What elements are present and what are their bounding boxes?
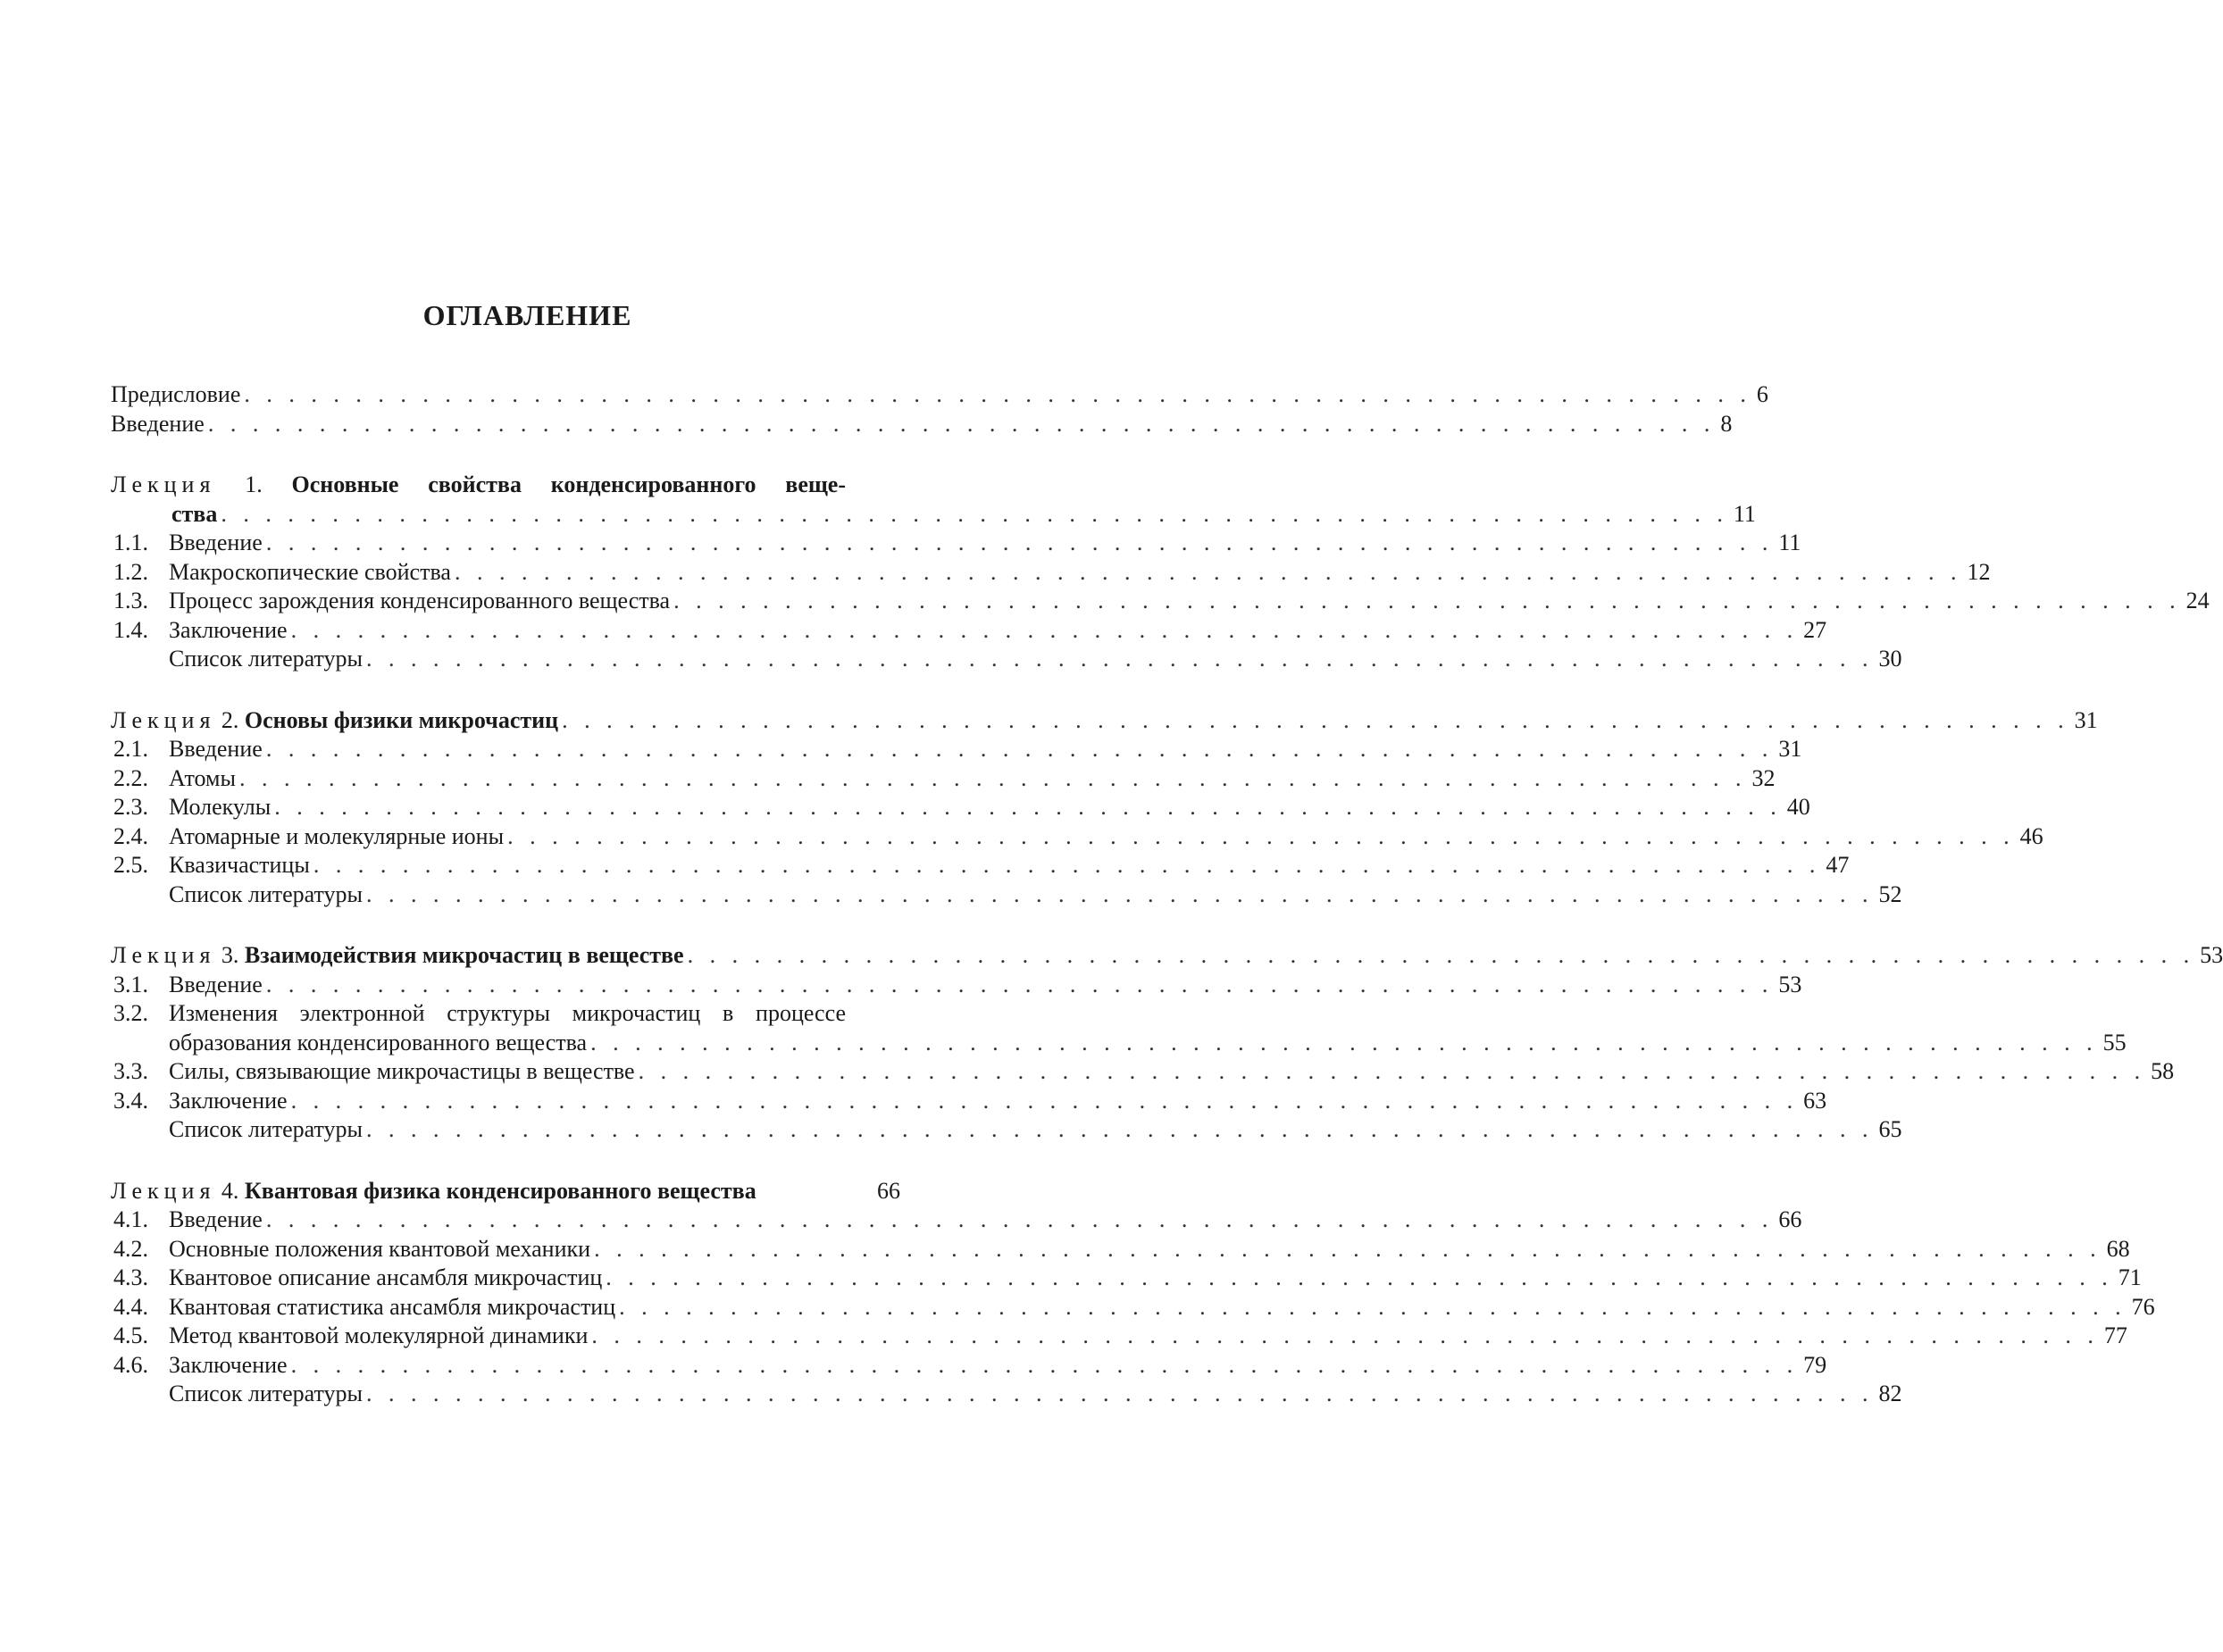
toc-page-number: 11 xyxy=(1778,530,1801,555)
lecture-4-heading[interactable] xyxy=(111,1177,900,1206)
toc-entry-1-1[interactable] xyxy=(111,529,1801,558)
toc-entry-4-2[interactable] xyxy=(111,1235,2130,1264)
toc-entry-3-2[interactable] xyxy=(111,999,2127,1057)
toc-entry-2-1[interactable] xyxy=(111,735,1802,764)
toc-entry-1-2[interactable] xyxy=(111,558,1991,588)
section-number: 3.3. xyxy=(113,1058,148,1084)
dot-leader: . . . . . . . . . . . . . . . . . . . . . . . . . . . . . . . . . . . . . . . . . . . . . . . . . . . . . . . . . . . . . . . . . . . . xyxy=(590,1029,2098,1055)
section-number: 2.2. xyxy=(113,764,148,791)
dot-leader: . . . . . . . . . . . . . . . . . . . . . . . . . . . . . . . . . . . . . . . . . . . . . . . . . . . . . . . . . . . . . . . . . . . . xyxy=(207,410,1716,437)
lecture-number: 2. xyxy=(221,706,239,733)
lecture-number: 1. xyxy=(245,471,263,497)
toc-entry-label: Квазичастицы xyxy=(169,852,310,878)
section-number: 4.5. xyxy=(113,1322,148,1348)
dot-leader: . . . . . . . . . . . . . . . . . . . . . . . . . . . . . . . . . . . . . . . . . . . . . . . . . . . . . . . . . . . . . . . . . . . . xyxy=(507,822,2015,849)
section-number: 2.3. xyxy=(113,794,148,820)
toc-entry-preface[interactable] xyxy=(111,380,1768,410)
toc-entry-3-4[interactable] xyxy=(111,1087,1827,1116)
toc-entry-references-3[interactable] xyxy=(111,1115,1902,1145)
dot-leader: . . . . . . . . . . . . . . . . . . . . . . . . . . . . . . . . . . . . . . . . . . . . . . . . . . . . . . . . . . . . . . . . . . . . xyxy=(313,852,1821,878)
section-number: 2.4. xyxy=(113,822,148,849)
lecture-title: Основные свойства конденсированного веще- xyxy=(291,471,847,497)
toc-entry-label: Введение xyxy=(111,410,205,437)
toc-entry-label: Список литературы xyxy=(169,1381,363,1406)
toc-page-number: 68 xyxy=(2106,1235,2130,1262)
toc-page-number: 66 xyxy=(1778,1206,1802,1232)
lecture-title-continuation: ства xyxy=(171,500,218,527)
dot-leader: . . . . . . . . . . . . . . . . . . . . . . . . . . . . . . . . . . . . . . . . . . . . . . . . . . . . . . . . . . . . . . . . . . . . xyxy=(244,381,1751,407)
toc-page-number: 31 xyxy=(1778,736,1802,762)
lecture-number: 3. xyxy=(221,942,239,968)
section-number: 1.2. xyxy=(113,558,148,585)
lecture-word: Лекция xyxy=(111,1177,216,1204)
toc-entry-2-3[interactable] xyxy=(111,793,1810,822)
toc-entry-references-4[interactable] xyxy=(111,1380,1902,1409)
dot-leader: . . . . . . . . . . . . . . . . . . . . . . . . . . . . . . . . . . . . . . . . . . . . . . . . . . . . . . . . . . . . . . . . . . . . xyxy=(366,646,1874,672)
toc-entry-4-6[interactable] xyxy=(111,1351,1827,1381)
section-number: 3.1. xyxy=(113,971,148,997)
section-number: 4.3. xyxy=(113,1264,148,1290)
section-number: 3.4. xyxy=(113,1087,148,1114)
lecture-1-heading[interactable] xyxy=(111,471,1756,529)
toc-entry-label: Квантовая статистика ансамбля микрочастиц xyxy=(169,1293,616,1320)
toc-page-number: 32 xyxy=(1751,764,1776,791)
toc-page-number: 46 xyxy=(2019,822,2043,849)
section-number: 1.1. xyxy=(113,530,148,555)
toc-page-number: 58 xyxy=(2151,1058,2175,1084)
toc-entry-label: Предисловие xyxy=(111,381,241,407)
toc-page-number: 30 xyxy=(1878,646,1902,672)
lecture-2-heading[interactable] xyxy=(111,706,2098,736)
dot-leader: . . . . . . . . . . . . . . . . . . . . . . . . . . . . . . . . . . . . . . . . . . . . . . . . . . . . . . . . . . . . . . . . . . . . xyxy=(454,558,1962,585)
toc-page-number: 52 xyxy=(1878,880,1902,907)
toc-entry-3-3[interactable] xyxy=(111,1057,2175,1087)
toc-entry-2-5[interactable] xyxy=(111,851,1850,880)
toc-page-number: 11 xyxy=(1733,500,1756,527)
dot-leader: . . . . . . . . . . . . . . . . . . . . . . . . . . . . . . . . . . . . . . . . . . . . . . . . . . . . . . . . . . . . . . . . . . . . xyxy=(221,500,1728,527)
toc-page-number: 76 xyxy=(2131,1293,2155,1320)
toc-page-number: 8 xyxy=(1720,410,1733,437)
lecture-3-heading[interactable] xyxy=(111,941,2223,971)
lecture-word: Лекция xyxy=(111,706,216,733)
lecture-title: Основы физики микрочастиц xyxy=(244,706,559,733)
dot-leader: . . . . . . . . . . . . . . . . . . . . . . . . . . . . . . . . . . . . . . . . . . . . . . . . . . . . . . . . . . . . . . . . . . . . xyxy=(673,588,2181,613)
toc-page-number: 79 xyxy=(1803,1351,1827,1378)
toc-entry-1-4[interactable] xyxy=(111,616,1827,646)
toc-page-number: 27 xyxy=(1803,616,1827,643)
toc-entry-2-4[interactable] xyxy=(111,822,2043,852)
dot-leader: . . . . . . . . . . . . . . . . . . . . . . . . . . . . . . . . . . . . . . . . . . . . . . . . . . . . . . . . . . . . . . . . . . . . xyxy=(591,1322,2099,1348)
table-of-contents xyxy=(111,380,2223,1409)
toc-page-number: 47 xyxy=(1826,852,1850,878)
section-number: 2.1. xyxy=(113,736,148,762)
dot-leader: . . . . . . . . . . . . . . . . . . . . . . . . . . . . . . . . . . . . . . . . . . . . . . . . . . . . . . . . . . . . . . . . . . . . xyxy=(619,1293,2127,1320)
toc-page-number: 24 xyxy=(2185,588,2210,613)
toc-entry-label: Основные положения квантовой механики xyxy=(169,1235,591,1262)
section-number: 4.4. xyxy=(113,1293,148,1320)
dot-leader: . . . . . . . . . . . . . . . . . . . . . . . . . . . . . . . . . . . . . . . . . . . . . . . . . . . . . . . . . . . . . . . . . . . . xyxy=(290,1087,1799,1114)
dot-leader: . . . . . . . . . . . . . . . . . . . . . . . . . . . . . . . . . . . . . . . . . . . . . . . . . . . . . . . . . . . . . . . . . . . . xyxy=(606,1264,2113,1290)
toc-page-number: 82 xyxy=(1878,1381,1902,1406)
toc-page-number: 6 xyxy=(1756,381,1768,407)
dot-leader: . . . . . . . . . . . . . . . . . . . . . . . . . . . . . . . . . . . . . . . . . . . . . . . . . . . . . . . . . . . . . . . . . . . . xyxy=(238,764,1747,791)
toc-page-number: 65 xyxy=(1878,1116,1902,1142)
toc-entry-references-2[interactable] xyxy=(111,880,1902,910)
toc-entry-label: Силы, связывающие микрочастицы в веществе xyxy=(169,1058,635,1084)
lecture-number: 4. xyxy=(221,1177,239,1204)
dot-leader: . . . . . . . . . . . . . . . . . . . . . . . . . . . . . . . . . . . . . . . . . . . . . . . . . . . . . . . . . . . . . . . . . . . . xyxy=(366,880,1874,907)
toc-page-number: 63 xyxy=(1803,1087,1827,1114)
toc-entry-label: Изменения электронной структуры микрочастиц в процессе xyxy=(169,1000,846,1026)
toc-entry-label: Атомарные и молекулярные ионы xyxy=(169,822,505,849)
toc-page-number: 53 xyxy=(2200,942,2223,968)
toc-entry-label: Атомы xyxy=(169,764,236,791)
dot-leader: . . . . . . . . . . . . . . . . . . . . . . . . . . . . . . . . . . . . . . . . . . . . . . . . . . . . . . . . . . . . . . . . . . . . xyxy=(687,942,2195,968)
section-number: 4.6. xyxy=(113,1351,148,1378)
toc-entry-4-5[interactable] xyxy=(111,1322,2127,1351)
toc-entry-label: Введение xyxy=(169,1206,263,1232)
toc-entry-introduction[interactable] xyxy=(111,410,1733,439)
toc-entry-label: Квантовое описание ансамбля микрочастиц xyxy=(169,1264,603,1290)
section-number: 3.2. xyxy=(113,1000,148,1026)
dot-leader: . . . . . . . . . . . . . . . . . . . . . . . . . . . . . . . . . . . . . . . . . . . . . . . . . . . . . . . . . . . . . . . . . . . . xyxy=(290,1351,1799,1378)
dot-leader: . . . . . . . . . . . . . . . . . . . . . . . . . . . . . . . . . . . . . . . . . . . . . . . . . . . . . . . . . . . . . . . . . . . . xyxy=(290,616,1799,643)
section-number: 1.3. xyxy=(113,588,148,613)
section-number: 1.4. xyxy=(113,616,148,643)
toc-entry-1-3[interactable] xyxy=(111,587,2210,616)
toc-entry-4-4[interactable] xyxy=(111,1293,2155,1322)
toc-entry-4-1[interactable] xyxy=(111,1206,1802,1235)
toc-entry-label: Список литературы xyxy=(169,880,363,907)
toc-entry-label: Список литературы xyxy=(169,646,363,672)
dot-leader: . . . . . . . . . . . . . . . . . . . . . . . . . . . . . . . . . . . . . . . . . . . . . . . . . . . . . . . . . . . . . . . . . . . . xyxy=(562,706,2069,733)
toc-page-number: 31 xyxy=(2074,706,2098,733)
toc-page-number: 71 xyxy=(2118,1264,2142,1290)
toc-entry-label: Метод квантовой молекулярной динамики xyxy=(169,1322,589,1348)
toc-entry-label: Введение xyxy=(169,530,263,555)
toc-entry-label: Макроскопические свойства xyxy=(169,558,451,585)
dot-leader: . . . . . . . . . . . . . . . . . . . . . . . . . . . . . . . . . . . . . . . . . . . . . . . . . . . . . . . . . . . . . . . . . . . . xyxy=(638,1058,2146,1084)
section-number: 4.1. xyxy=(113,1206,148,1232)
toc-page-number: 40 xyxy=(1786,794,1810,820)
toc-entry-label: Введение xyxy=(169,736,263,762)
toc-page-number: 12 xyxy=(1967,558,1991,585)
dot-leader: . . . . . . . . . . . . . . . . . . . . . . . . . . . . . . . . . . . . . . . . . . . . . . . . . . . . . . . . . . . . . . . . . . . . xyxy=(265,530,1774,555)
toc-entry-label-continuation: образования конденсированного вещества xyxy=(169,1029,588,1055)
toc-entry-label: Заключение xyxy=(169,1087,288,1114)
toc-entry-label: Молекулы xyxy=(169,794,272,820)
toc-entry-4-3[interactable] xyxy=(111,1264,2142,1293)
toc-page-number: 53 xyxy=(1778,971,1802,997)
toc-entry-label: Процесс зарождения конденсированного вещества xyxy=(169,588,671,613)
dot-leader: . . . . . . . . . . . . . . . . . . . . . . . . . . . . . . . . . . . . . . . . . . . . . . . . . . . . . . . . . . . . . . . . . . . . xyxy=(265,736,1774,762)
toc-entry-2-2[interactable] xyxy=(111,764,1776,794)
toc-entry-label: Введение xyxy=(169,971,263,997)
lecture-word: Лекция xyxy=(111,471,216,497)
toc-entry-label: Список литературы xyxy=(169,1116,363,1142)
lecture-word: Лекция xyxy=(111,942,216,968)
toc-entry-label: Заключение xyxy=(169,1351,288,1378)
page-title: ОГЛАВЛЕНИЕ xyxy=(422,299,632,331)
toc-entry-label: Заключение xyxy=(169,616,288,643)
toc-page-number: 66 xyxy=(877,1177,900,1204)
section-number: 4.2. xyxy=(113,1235,148,1262)
dot-leader: . . . . . . . . . . . . . . . . . . . . . . . . . . . . . . . . . . . . . . . . . . . . . . . . . . . . . . . . . . . . . . . . . . . . xyxy=(366,1116,1874,1142)
toc-entry-3-1[interactable] xyxy=(111,971,1802,1000)
dot-leader: . . . . . . . . . . . . . . . . . . . . . . . . . . . . . . . . . . . . . . . . . . . . . . . . . . . . . . . . . . . . . . . . . . . . xyxy=(265,1206,1774,1232)
section-number: 2.5. xyxy=(113,852,148,878)
toc-page-number: 55 xyxy=(2102,1029,2127,1055)
dot-leader: . . . . . . . . . . . . . . . . . . . . . . . . . . . . . . . . . . . . . . . . . . . . . . . . . . . . . . . . . . . . . . . . . . . . xyxy=(366,1381,1874,1406)
dot-leader: . . . . . . . . . . . . . . . . . . . . . . . . . . . . . . . . . . . . . . . . . . . . . . . . . . . . . . . . . . . . . . . . . . . . xyxy=(274,794,1782,820)
toc-entry-references-1[interactable] xyxy=(111,645,1902,674)
lecture-title: Взаимодействия микрочастиц в веществе xyxy=(244,942,684,968)
toc-page-number: 77 xyxy=(2103,1322,2127,1348)
lecture-title: Квантовая физика конденсированного вещества xyxy=(244,1177,756,1204)
dot-leader: . . . . . . . . . . . . . . . . . . . . . . . . . . . . . . . . . . . . . . . . . . . . . . . . . . . . . . . . . . . . . . . . . . . . xyxy=(594,1235,2102,1262)
dot-leader: . . . . . . . . . . . . . . . . . . . . . . . . . . . . . . . . . . . . . . . . . . . . . . . . . . . . . . . . . . . . . . . . . . . . xyxy=(265,971,1774,997)
